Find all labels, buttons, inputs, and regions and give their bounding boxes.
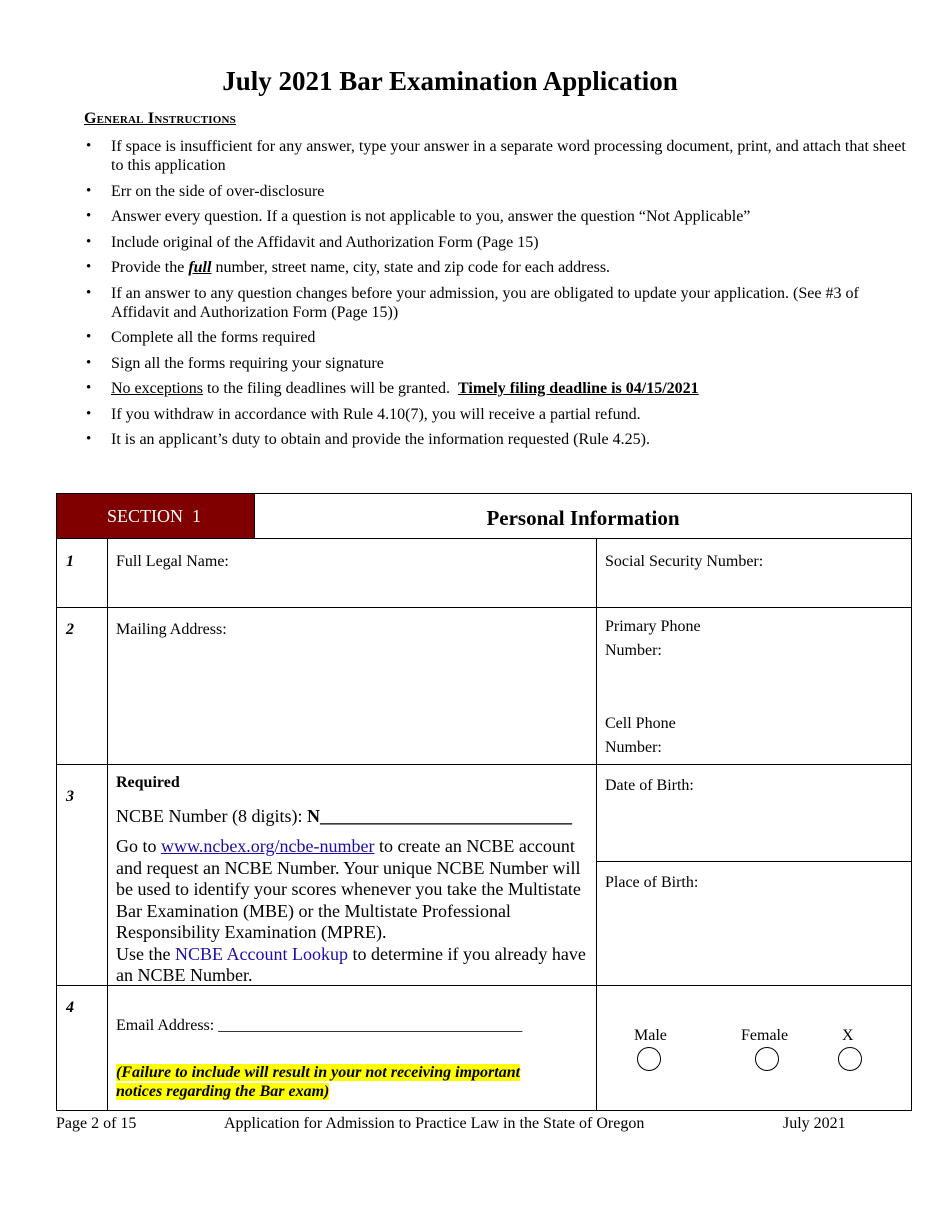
ncbe-number-link[interactable]: www.ncbex.org/ncbe-number [161, 836, 375, 856]
gender-male-radio[interactable] [637, 1047, 661, 1071]
cell-phone-field[interactable]: Cell Phone Number: [605, 715, 676, 756]
required-label: Required [116, 774, 180, 791]
ncbe-instructions: Go to www.ncbex.org/ncbe-number to create an NCBE account and request an NCBE Number. Your unique NCBE Number will be used to identify your scores whenever you take the Multistate Bar Examination (MBE) or the Multistate Professional Responsibility Examination (MPRE). Use the NCBE Account Lookup to determine if you already have an NCBE Number. [116, 836, 586, 985]
mailing-address-field[interactable]: Mailing Address: [116, 621, 227, 638]
general-instructions-heading: General Instructions [84, 110, 236, 127]
page-title: July 2021 Bar Examination Application [222, 66, 678, 96]
footer-date: July 2021 [783, 1115, 846, 1132]
row-number: 2 [66, 621, 74, 638]
gender-female-radio[interactable] [755, 1047, 779, 1071]
list-item: • It is an applicant’s duty to obtain and provide the information requested (Rule 4.25). [84, 430, 914, 449]
email-address-field[interactable]: Email Address: ______________________________________ [116, 1017, 523, 1034]
list-item: • Complete all the forms required [84, 328, 914, 347]
place-of-birth-field[interactable]: Place of Birth: [605, 874, 699, 891]
full-legal-name-field[interactable]: Full Legal Name: [116, 553, 229, 570]
section-header [56, 493, 912, 539]
gender-label-x: X [842, 1027, 854, 1044]
emphasis-full: full [188, 259, 212, 276]
personal-info-table [56, 539, 912, 1111]
section-title: Personal Information [486, 506, 680, 530]
row-number: 4 [66, 999, 74, 1016]
gender-label-female: Female [741, 1027, 789, 1044]
gender-x-radio[interactable] [838, 1047, 862, 1071]
row-number: 1 [66, 553, 74, 570]
gender-label-male: Male [634, 1027, 667, 1044]
list-item: • Answer every question. If a question is not applicable to you, answer the question “Not Applicable” [84, 207, 914, 226]
ssn-field[interactable]: Social Security Number: [605, 553, 764, 570]
footer-title: Application for Admission to Practice Law in the State of Oregon [224, 1115, 645, 1132]
date-of-birth-field[interactable]: Date of Birth: [605, 777, 694, 794]
list-item: • If an answer to any question changes before your admission, you are obligated to update your application. (See #3 of Affidavit and Authorization Form (Page 15)) [84, 284, 914, 322]
list-item: • If you withdraw in accordance with Rule 4.10(7), you will receive a partial refund. [84, 405, 914, 424]
footer-page: Page 2 of 15 [56, 1115, 137, 1132]
list-item: • Include original of the Affidavit and Authorization Form (Page 15) [84, 233, 914, 252]
instructions-list [84, 137, 914, 456]
filing-deadline: Timely filing deadline is 04/15/2021 [458, 380, 699, 397]
ncbe-number-field[interactable]: NCBE Number (8 digits): N____________________________ [116, 806, 572, 826]
list-item: • Provide the full number, street name, city, state and zip code for each address. [84, 258, 914, 277]
list-item: • Sign all the forms requiring your signature [84, 354, 914, 373]
ncbe-account-lookup-link[interactable]: NCBE Account Lookup [174, 943, 348, 964]
list-item: • If space is insufficient for any answer, type your answer in a separate word processing document, print, and attach that sheet to this application [84, 137, 914, 175]
primary-phone-field[interactable]: Primary Phone Number: [605, 618, 701, 659]
row-number: 3 [66, 788, 74, 805]
email-warning: (Failure to include will result in your not receiving important notices regarding the Bar exam) [116, 1064, 521, 1100]
section-label: SECTION 1 [57, 494, 255, 538]
list-item: • No exceptions to the filing deadlines will be granted. Timely filing deadline is 04/15/2021 [84, 379, 914, 398]
list-item: • Err on the side of over-disclosure [84, 182, 914, 201]
